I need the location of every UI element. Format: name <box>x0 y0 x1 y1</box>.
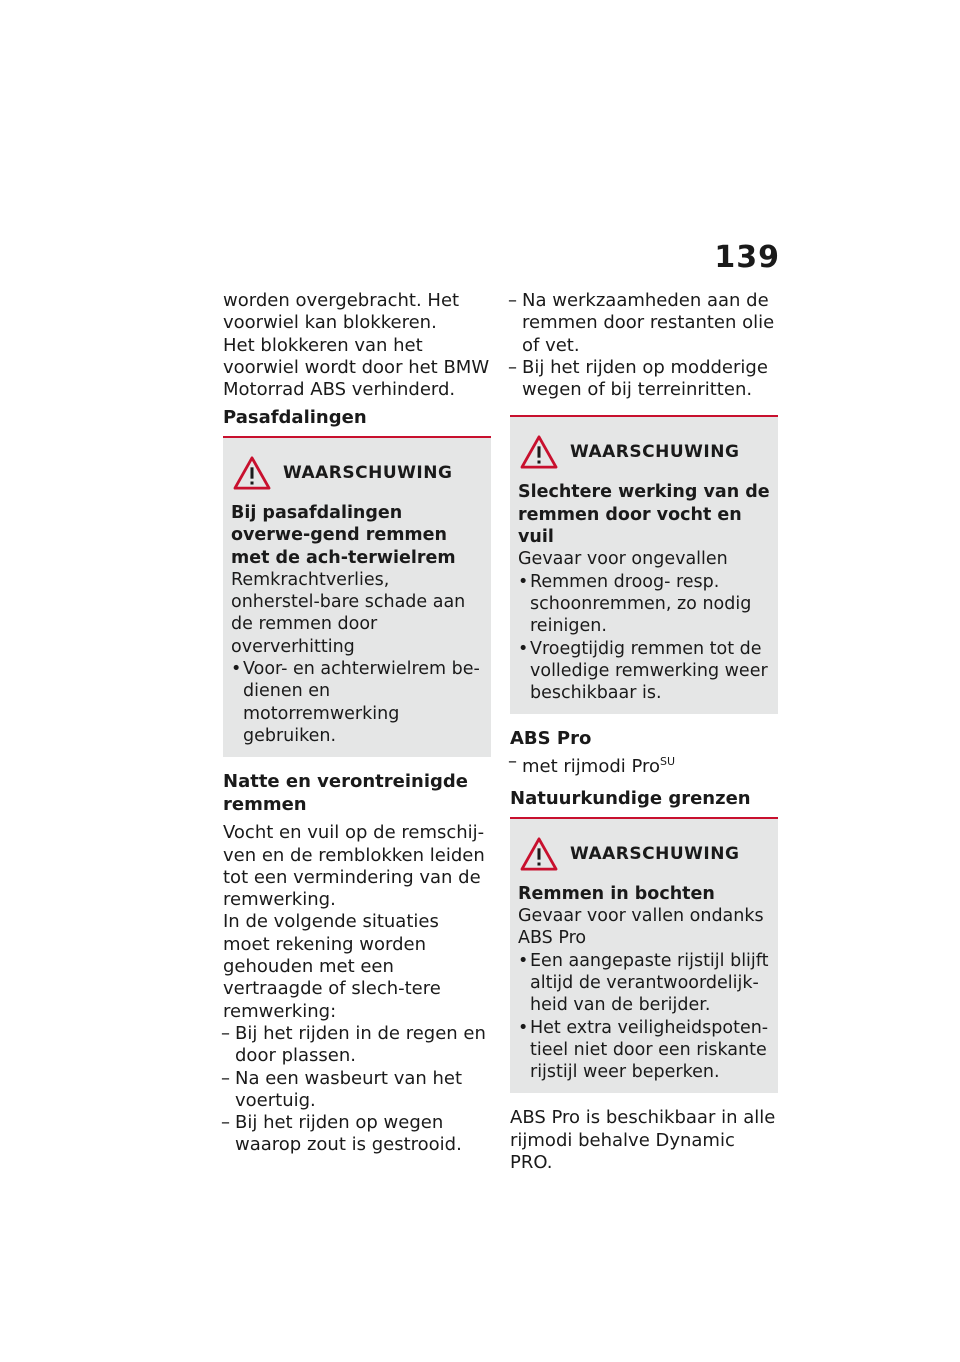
list-item: • Remmen droog- resp. schoonremmen, zo nodig reinigen. <box>518 571 770 638</box>
abs-line-superscript: SU <box>660 754 676 768</box>
warning-subtitle: Bij pasafdalingen overwe-gend remmen met de ach-terwielrem <box>231 502 456 568</box>
warning-triangle-icon <box>233 456 271 490</box>
heading-natte-remmen: Natte en verontreinigde remmen <box>223 771 469 815</box>
list-item: – Na werkzaamheden aan de remmen door restanten olie of vet. <box>510 290 778 357</box>
closing-paragraph: ABS Pro is beschikbaar in alle rijmodi behalve Dynamic PRO. <box>510 1107 776 1174</box>
warning-subtitle: Remmen in bochten <box>518 883 715 904</box>
list-item <box>510 751 778 778</box>
heading-abs-pro: ABS Pro <box>510 728 592 750</box>
paragraph: In de volgende situaties moet rekening worden gehouden met een vertraagde of slech-tere remwerking: <box>223 911 441 1022</box>
warning-box-vocht-vuil <box>510 415 778 714</box>
warning-box-pasafdalingen <box>223 436 491 757</box>
warning-bullet-list <box>231 658 483 747</box>
warning-title: WAARSCHUWING <box>570 843 740 864</box>
intro-paragraph-1: worden overgebracht. Het voorwiel kan blokkeren. <box>223 290 460 334</box>
warning-header <box>231 456 483 490</box>
warning-header <box>518 435 770 469</box>
dash-list <box>223 1023 491 1157</box>
warning-title: WAARSCHUWING <box>570 442 740 463</box>
list-item: – Bij het rijden op modderige wegen of bij terreinritten. <box>510 357 778 402</box>
warning-title: WAARSCHUWING <box>283 462 453 483</box>
warning-body: Gevaar voor ongevallen <box>518 549 728 570</box>
warning-body: Remkrachtverlies, onherstel-bare schade aan de remmen door oververhitting <box>231 569 466 657</box>
page-number: 139 <box>714 240 780 275</box>
warning-triangle-icon <box>520 435 558 469</box>
list-item: – Bij het rijden op wegen waarop zout is gestrooid. <box>223 1112 491 1157</box>
list-item: • Een aangepaste rijstijl blijft altijd de verantwoordelijk-heid van de berijder. <box>518 950 770 1017</box>
warning-body: Gevaar voor vallen ondanks ABS Pro <box>518 906 764 949</box>
paragraph: Vocht en vuil op de remschij-ven en de remblokken leiden tot een vermindering van de remwerking. <box>223 822 485 911</box>
warning-box-bochten <box>510 817 778 1094</box>
heading-natuurkundige-grenzen: Natuurkundige grenzen <box>510 788 751 810</box>
list-item: • Vroegtijdig remmen tot de volledige remwerking weer beschikbaar is. <box>518 638 770 705</box>
list-item: – Bij het rijden in de regen en door plassen. <box>223 1023 491 1068</box>
abs-line-text: met rijmodi Pro <box>522 755 661 777</box>
list-item: • Voor- en achterwielrem be-dienen en motorremwerking gebruiken. <box>231 658 483 747</box>
right-column <box>510 290 778 1174</box>
list-item: – Na een wasbeurt van het voertuig. <box>223 1068 491 1113</box>
left-column <box>223 290 491 1157</box>
dash-list <box>510 290 778 401</box>
warning-bullet-list <box>518 571 770 705</box>
warning-subtitle: Slechtere werking van de remmen door vocht en vuil <box>518 482 770 548</box>
dash-list <box>510 751 778 778</box>
warning-triangle-icon <box>520 837 558 871</box>
warning-bullet-list <box>518 950 770 1084</box>
warning-header <box>518 837 770 871</box>
intro-paragraph-2: Het blokkeren van het voorwiel wordt door het BMW Motorrad ABS verhinderd. <box>223 334 490 401</box>
heading-pasafdalingen: Pasafdalingen <box>223 407 367 429</box>
list-item: • Het extra veiligheidspoten-tieel niet door een riskante rijstijl weer beperken. <box>518 1017 770 1084</box>
